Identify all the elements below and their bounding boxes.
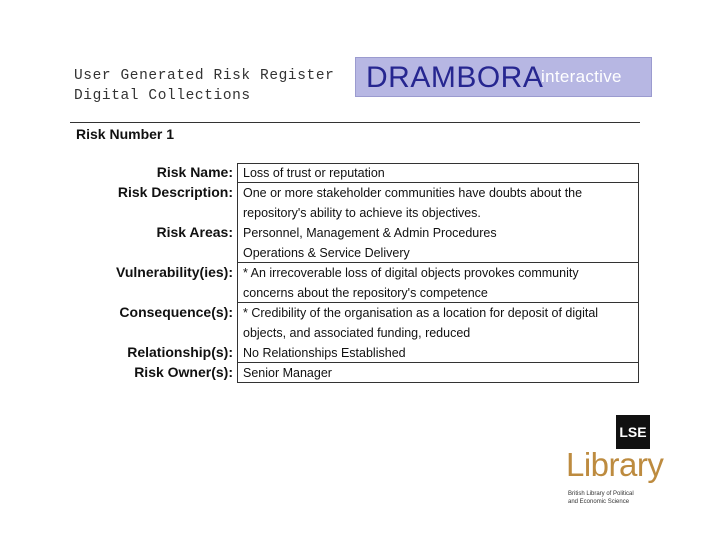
row-divider (238, 262, 638, 263)
risk-number: Risk Number 1 (76, 126, 175, 142)
label-relationships: Relationship(s): (127, 344, 233, 360)
library-subtitle-line2: and Economic Science (568, 499, 630, 505)
banner-main-text: DRAMBORA (366, 61, 544, 94)
lse-library-logo (566, 415, 666, 515)
relationships-value: No Relationships Established (243, 346, 406, 360)
risk-owners-value: Senior Manager (243, 366, 332, 380)
library-subtitle (568, 490, 668, 506)
row-divider (238, 302, 638, 303)
header-title-line2: Digital Collections (74, 88, 251, 104)
vulnerability-line1: * An irrecoverable loss of digital objects provokes community (243, 266, 579, 280)
row-divider (238, 182, 638, 183)
lse-box: LSE (616, 415, 650, 449)
label-vulnerabilities: Vulnerability(ies): (116, 264, 233, 280)
consequence-line2: objects, and associated funding, reduced (243, 326, 471, 340)
label-risk-name: Risk Name: (156, 164, 233, 180)
risk-description-line1: One or more stakeholder communities have doubts about the (243, 186, 583, 200)
header-title (74, 66, 334, 106)
risk-areas-line2: Operations & Service Delivery (243, 246, 410, 260)
risk-name-value: Loss of trust or reputation (243, 166, 385, 180)
row-divider (238, 163, 638, 164)
header-title-line1: User Generated Risk Register (74, 68, 335, 84)
banner-sub-text: interactive (541, 67, 622, 86)
risk-description-line2: repository's ability to achieve its objectives. (243, 206, 481, 220)
label-consequences: Consequence(s): (119, 304, 233, 320)
drambora-banner (355, 57, 652, 97)
risk-areas-line1: Personnel, Management & Admin Procedures (243, 226, 497, 240)
label-risk-description: Risk Description: (117, 184, 233, 200)
library-subtitle-line1: British Library of Political (568, 491, 634, 497)
library-word: Library (566, 446, 664, 483)
label-risk-areas: Risk Areas: (156, 224, 233, 240)
vulnerability-line2: concerns about the repository's competence (243, 286, 488, 300)
risk-detail-table (237, 163, 639, 383)
row-divider (238, 362, 638, 363)
header-rule (70, 122, 640, 123)
consequence-line1: * Credibility of the organisation as a location for deposit of digital (243, 306, 599, 320)
label-risk-owners: Risk Owner(s): (134, 364, 233, 380)
